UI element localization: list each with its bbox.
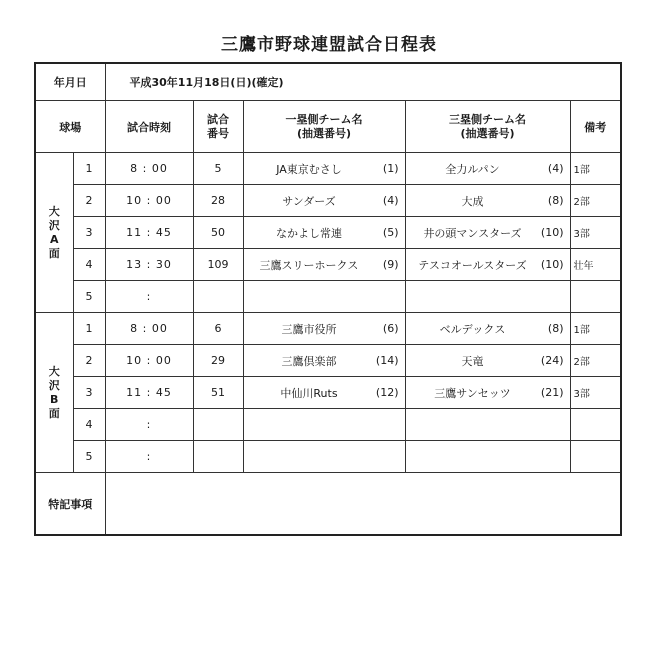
third-base-team bbox=[405, 313, 570, 345]
remark: 2部 bbox=[570, 345, 621, 377]
third-base-team-name: 井の頭マンスターズ bbox=[423, 226, 522, 240]
date-label: 年月日 bbox=[35, 63, 105, 101]
first-base-team bbox=[243, 185, 405, 217]
game-number: 29 bbox=[193, 345, 243, 377]
third-base-team-wrap bbox=[406, 385, 570, 401]
third-base-lot-number: (8) bbox=[547, 194, 564, 207]
third-base-lot-number: (4) bbox=[547, 162, 564, 175]
notes-label: 特記事項 bbox=[35, 473, 105, 536]
game-number: 50 bbox=[193, 217, 243, 249]
row-number: 1 bbox=[73, 313, 105, 345]
notes-value bbox=[105, 473, 621, 536]
first-base-team bbox=[243, 249, 405, 281]
row-number: 2 bbox=[73, 345, 105, 377]
third-base-team-name: 三鷹サンセッツ bbox=[434, 386, 511, 400]
table-row bbox=[35, 377, 621, 409]
header-field: 球場 bbox=[35, 101, 105, 153]
table-row bbox=[35, 409, 621, 441]
first-base-team bbox=[243, 153, 405, 185]
row-number: 1 bbox=[73, 153, 105, 185]
header-game-no-line1: 試合 bbox=[207, 112, 229, 126]
table-row bbox=[35, 345, 621, 377]
field-name-char: 沢 bbox=[48, 378, 60, 392]
date-value: 平成30年11月18日(日)(確定) bbox=[105, 63, 621, 101]
game-number bbox=[193, 441, 243, 473]
row-number: 3 bbox=[73, 377, 105, 409]
first-base-lot-number: (4) bbox=[382, 194, 399, 207]
third-base-team-name: 天竜 bbox=[461, 354, 484, 368]
date-row bbox=[35, 63, 621, 101]
first-base-team-wrap bbox=[244, 321, 405, 337]
third-base-lot-number: (8) bbox=[547, 322, 564, 335]
game-number bbox=[193, 409, 243, 441]
header-third-base-line1: 三塁側チーム名 bbox=[449, 112, 526, 126]
first-base-team-wrap bbox=[244, 193, 405, 209]
third-base-team bbox=[405, 249, 570, 281]
game-number: 5 bbox=[193, 153, 243, 185]
first-base-team-name: サンダーズ bbox=[282, 194, 336, 208]
remark: 1部 bbox=[570, 153, 621, 185]
page-title: 三鷹市野球連盟試合日程表 bbox=[221, 35, 437, 55]
game-time: 11 : 45 bbox=[105, 217, 193, 249]
third-base-team bbox=[405, 281, 570, 313]
header-third-base bbox=[405, 101, 570, 153]
header-first-base-line1: 一塁側チーム名 bbox=[285, 112, 363, 126]
third-base-lot-number: (24) bbox=[540, 354, 564, 367]
schedule-table bbox=[34, 62, 622, 536]
game-time: : bbox=[105, 409, 193, 441]
third-base-team bbox=[405, 217, 570, 249]
field-name bbox=[35, 153, 73, 313]
remark: 2部 bbox=[570, 185, 621, 217]
field-name-char: 沢 bbox=[48, 218, 60, 232]
row-number: 4 bbox=[73, 409, 105, 441]
game-time: 13 : 30 bbox=[105, 249, 193, 281]
third-base-team-wrap bbox=[406, 193, 570, 209]
row-number: 5 bbox=[73, 441, 105, 473]
first-base-lot-number: (12) bbox=[375, 386, 399, 399]
field-name-char: A bbox=[49, 232, 59, 246]
remark bbox=[570, 281, 621, 313]
game-number: 51 bbox=[193, 377, 243, 409]
first-base-lot-number: (14) bbox=[375, 354, 399, 367]
first-base-team bbox=[243, 441, 405, 473]
third-base-team bbox=[405, 409, 570, 441]
header-third-base-line2: (抽選番号) bbox=[460, 126, 515, 140]
third-base-team-wrap bbox=[406, 161, 570, 177]
remark bbox=[570, 409, 621, 441]
first-base-lot-number: (9) bbox=[382, 258, 399, 271]
remark: 1部 bbox=[570, 313, 621, 345]
header-first-base bbox=[243, 101, 405, 153]
remark: 3部 bbox=[570, 377, 621, 409]
third-base-team-wrap bbox=[406, 225, 570, 241]
game-number: 28 bbox=[193, 185, 243, 217]
table-row bbox=[35, 441, 621, 473]
third-base-team bbox=[405, 153, 570, 185]
table-row bbox=[35, 249, 621, 281]
field-name-char: 大 bbox=[48, 204, 60, 218]
row-number: 2 bbox=[73, 185, 105, 217]
table-row bbox=[35, 217, 621, 249]
first-base-team-name: なかよし常連 bbox=[276, 226, 342, 240]
first-base-team bbox=[243, 217, 405, 249]
table-row bbox=[35, 281, 621, 313]
game-time: 8 : 00 bbox=[105, 153, 193, 185]
header-row bbox=[35, 101, 621, 153]
game-number: 6 bbox=[193, 313, 243, 345]
third-base-team-name: ベルデックス bbox=[439, 322, 506, 336]
game-time: : bbox=[105, 281, 193, 313]
field-name-char: 面 bbox=[48, 406, 60, 420]
field-name bbox=[35, 313, 73, 473]
row-number: 3 bbox=[73, 217, 105, 249]
third-base-lot-number: (10) bbox=[540, 258, 564, 271]
first-base-team-name: 中仙川Ruts bbox=[280, 386, 338, 400]
game-time: 11 : 45 bbox=[105, 377, 193, 409]
first-base-team-wrap bbox=[244, 353, 405, 369]
field-name-char: B bbox=[50, 392, 59, 406]
first-base-team-wrap bbox=[244, 161, 405, 177]
table-row bbox=[35, 153, 621, 185]
first-base-team bbox=[243, 345, 405, 377]
row-number: 4 bbox=[73, 249, 105, 281]
third-base-team-name: 大成 bbox=[461, 194, 484, 208]
third-base-team bbox=[405, 345, 570, 377]
third-base-team bbox=[405, 441, 570, 473]
third-base-team bbox=[405, 377, 570, 409]
first-base-lot-number: (5) bbox=[382, 226, 399, 239]
first-base-team-wrap bbox=[244, 225, 405, 241]
remark: 3部 bbox=[570, 217, 621, 249]
first-base-lot-number: (1) bbox=[382, 162, 399, 175]
third-base-team-name: テスコオールスターズ bbox=[418, 258, 527, 272]
field-name-char: 面 bbox=[48, 246, 60, 260]
first-base-team bbox=[243, 313, 405, 345]
first-base-team-name: JA東京むさし bbox=[276, 162, 342, 176]
third-base-team-wrap bbox=[406, 257, 570, 273]
first-base-team-name: 三鷹倶楽部 bbox=[281, 354, 337, 368]
first-base-team-name: 三鷹スリーホークス bbox=[259, 258, 359, 272]
game-time: 10 : 00 bbox=[105, 185, 193, 217]
third-base-team-wrap bbox=[406, 353, 570, 369]
table-row bbox=[35, 185, 621, 217]
header-game-no-line2: 番号 bbox=[207, 126, 229, 140]
third-base-team-name: 全力ルパン bbox=[445, 162, 500, 176]
game-number: 109 bbox=[193, 249, 243, 281]
third-base-team-wrap bbox=[406, 321, 570, 337]
first-base-team bbox=[243, 377, 405, 409]
game-number bbox=[193, 281, 243, 313]
first-base-lot-number: (6) bbox=[382, 322, 399, 335]
row-number: 5 bbox=[73, 281, 105, 313]
first-base-team-wrap bbox=[244, 385, 405, 401]
third-base-team bbox=[405, 185, 570, 217]
header-game-no bbox=[193, 101, 243, 153]
third-base-lot-number: (21) bbox=[540, 386, 564, 399]
notes-row bbox=[35, 473, 621, 536]
game-time: 8 : 00 bbox=[105, 313, 193, 345]
first-base-team bbox=[243, 409, 405, 441]
game-time: : bbox=[105, 441, 193, 473]
first-base-team-name: 三鷹市役所 bbox=[281, 322, 337, 336]
table-row bbox=[35, 313, 621, 345]
remark bbox=[570, 441, 621, 473]
remark: 壮年 bbox=[570, 249, 621, 281]
header-first-base-line2: (抽選番号) bbox=[296, 126, 352, 140]
header-time: 試合時刻 bbox=[105, 101, 193, 153]
game-time: 10 : 00 bbox=[105, 345, 193, 377]
field-name-char: 大 bbox=[48, 364, 60, 378]
first-base-team-wrap bbox=[244, 257, 405, 273]
header-remarks: 備考 bbox=[570, 101, 621, 153]
first-base-team bbox=[243, 281, 405, 313]
third-base-lot-number: (10) bbox=[540, 226, 564, 239]
